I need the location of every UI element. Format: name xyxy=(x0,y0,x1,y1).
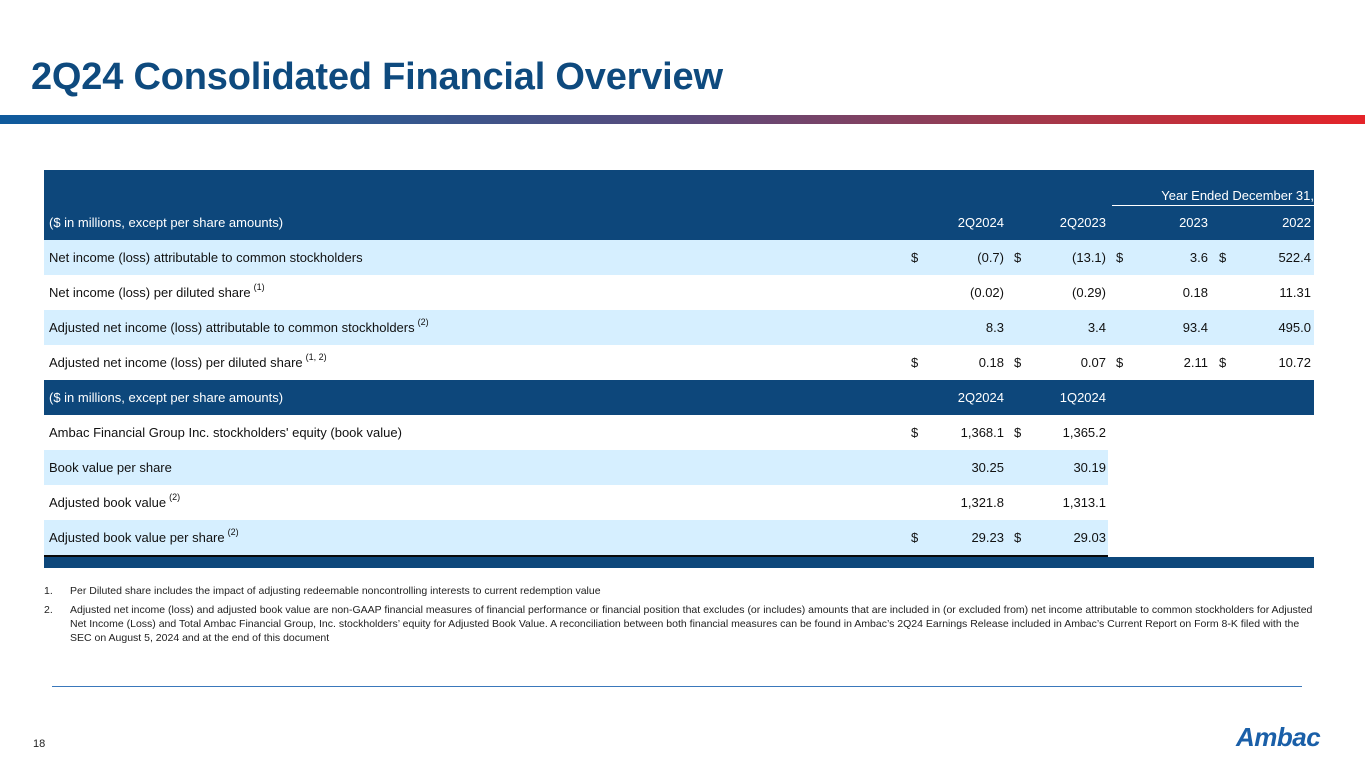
col-header-2023: 2023 xyxy=(1179,215,1208,230)
table-row xyxy=(44,415,1314,450)
financial-table xyxy=(44,170,1314,568)
value-2q2024: 1,321.8 xyxy=(960,495,1004,510)
row-label: Adjusted book value per share (2) xyxy=(49,526,239,545)
value-2q2024: (0.02) xyxy=(970,285,1004,300)
row-label: Ambac Financial Group Inc. stockholders' equity (book value) xyxy=(49,425,402,440)
value-2q2024: 29.23 xyxy=(971,530,1004,545)
col-header-2q2023: 2Q2023 xyxy=(1059,215,1106,230)
value-2q2024: 8.3 xyxy=(985,320,1004,335)
value-2023: 3.6 xyxy=(1189,250,1208,265)
value-2022: 522.4 xyxy=(1278,250,1311,265)
footnote-text: Adjusted net income (loss) and adjusted book value are non-GAAP financial measures of financial performance or financial position that excludes (or includes) amounts that are included in (or excluded from) net income attributable to common stockholders for Adjusted Net Income (Loss) and Total Ambac Financial Group, Inc. stockholders’ equity for Adjusted Book Value. A reconciliation between both financial measures can be found in Ambac’s 2Q24 Earnings Release included in Ambac’s Current Report on Form 8-K filed with the SEC on August 5, 2024 and at the end of this document xyxy=(70,604,1313,644)
col-header-1q2024: 1Q2024 xyxy=(1059,390,1106,405)
table-row xyxy=(44,310,1314,345)
dollar-sign: $ xyxy=(911,355,919,370)
ambac-logo: Ambac xyxy=(1236,722,1321,752)
dollar-sign: $ xyxy=(1219,250,1227,265)
value-2q2024: (0.7) xyxy=(977,250,1004,265)
value-2q2024: 0.18 xyxy=(978,355,1004,370)
dollar-sign: $ xyxy=(1116,250,1124,265)
units-label: ($ in millions, except per share amounts) xyxy=(49,390,284,405)
value-1q2024: 1,313.1 xyxy=(1062,495,1106,510)
dollar-sign: $ xyxy=(1014,425,1022,440)
row-label: Book value per share xyxy=(49,460,172,475)
dollar-sign: $ xyxy=(911,250,919,265)
footnotes xyxy=(44,584,1314,650)
value-2q2024: 1,368.1 xyxy=(960,425,1004,440)
table-row xyxy=(44,345,1314,380)
table-row xyxy=(44,485,1314,520)
value-2q2023: (0.29) xyxy=(1072,285,1106,300)
value-2023: 93.4 xyxy=(1182,320,1208,335)
table-footer-band xyxy=(44,557,1314,568)
table-row xyxy=(44,450,1108,485)
footnote-item xyxy=(44,603,1314,645)
footnote-item xyxy=(44,584,1314,598)
row-label: Adjusted net income (loss) per diluted share (1, 2) xyxy=(49,351,327,370)
header-gradient-bar xyxy=(0,115,1365,124)
units-label: ($ in millions, except per share amounts) xyxy=(49,215,284,230)
dollar-sign: $ xyxy=(1014,530,1022,545)
row-label: Adjusted net income (loss) attributable to common stockholders (2) xyxy=(49,316,429,335)
table-row xyxy=(44,240,1314,275)
footnote-number: 1. xyxy=(44,585,53,597)
page-number: 18 xyxy=(33,738,46,750)
value-2022: 495.0 xyxy=(1278,320,1311,335)
value-2q2023: 3.4 xyxy=(1087,320,1106,335)
dollar-sign: $ xyxy=(1014,355,1022,370)
footnote-text: Per Diluted share includes the impact of adjusting redeemable noncontrolling interests to current redemption value xyxy=(70,585,601,597)
col-header-2q2024: 2Q2024 xyxy=(957,390,1004,405)
value-1q2024: 29.03 xyxy=(1073,530,1106,545)
footnote-number: 2. xyxy=(44,604,53,616)
col-header-2q2024: 2Q2024 xyxy=(957,215,1004,230)
table-row xyxy=(44,275,1314,310)
row-label: Net income (loss) per diluted share (1) xyxy=(49,281,265,300)
footer-divider xyxy=(52,686,1302,687)
table-row xyxy=(44,520,1108,555)
table-subheader xyxy=(44,380,1314,415)
row-label: Net income (loss) attributable to common stockholders xyxy=(49,250,363,265)
dollar-sign: $ xyxy=(1014,250,1022,265)
dollar-sign: $ xyxy=(911,425,919,440)
dollar-sign: $ xyxy=(1116,355,1124,370)
value-2q2023: (13.1) xyxy=(1072,250,1106,265)
value-2022: 10.72 xyxy=(1278,355,1311,370)
dollar-sign: $ xyxy=(1219,355,1227,370)
value-1q2024: 1,365.2 xyxy=(1062,425,1106,440)
col-header-2022: 2022 xyxy=(1282,215,1311,230)
value-1q2024: 30.19 xyxy=(1073,460,1106,475)
year-ended-label: Year Ended December 31, xyxy=(1161,188,1314,203)
value-2q2023: 0.07 xyxy=(1080,355,1106,370)
value-2q2024: 30.25 xyxy=(971,460,1004,475)
table-header xyxy=(44,170,1314,240)
value-2023: 2.11 xyxy=(1183,355,1208,370)
row-label: Adjusted book value (2) xyxy=(49,491,181,510)
value-2022: 11.31 xyxy=(1279,285,1311,300)
value-2023: 0.18 xyxy=(1182,285,1208,300)
dollar-sign: $ xyxy=(911,530,919,545)
page-title: 2Q24 Consolidated Financial Overview xyxy=(31,56,723,98)
